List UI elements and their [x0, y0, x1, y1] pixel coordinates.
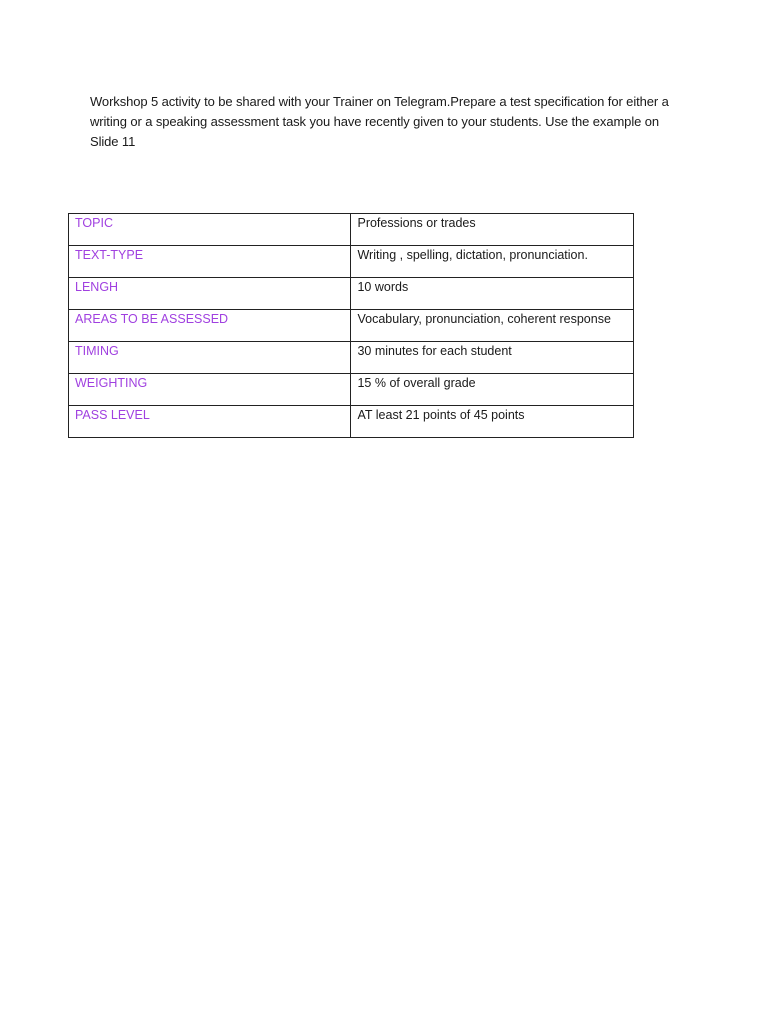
row-label: PASS LEVEL	[69, 406, 351, 438]
row-value: AT least 21 points of 45 points	[351, 406, 634, 438]
row-label: TIMING	[69, 342, 351, 374]
row-label: LENGH	[69, 278, 351, 310]
row-value: 30 minutes for each student	[351, 342, 634, 374]
table-row-timing	[69, 342, 634, 374]
table-row-weighting	[69, 374, 634, 406]
row-label: AREAS TO BE ASSESSED	[69, 310, 351, 342]
table-row-length	[69, 278, 634, 310]
table-row-pass-level	[69, 406, 634, 438]
test-specification-table	[68, 213, 634, 438]
row-label: TEXT-TYPE	[69, 246, 351, 278]
row-label: WEIGHTING	[69, 374, 351, 406]
row-value: 10 words	[351, 278, 634, 310]
table-row-areas-assessed	[69, 310, 634, 342]
table-row-text-type	[69, 246, 634, 278]
intro-paragraph: Workshop 5 activity to be shared with your Trainer on Telegram.Prepare a test specification for either a writing or a speaking assessment task you have recently given to your students. Use the example on Slide 11	[90, 94, 669, 149]
row-value: Vocabulary, pronunciation, coherent response	[351, 310, 634, 342]
row-label: TOPIC	[69, 214, 351, 246]
table-row-topic	[69, 214, 634, 246]
row-value: 15 % of overall grade	[351, 374, 634, 406]
row-value: Writing , spelling, dictation, pronunciation.	[351, 246, 634, 278]
row-value: Professions or trades	[351, 214, 634, 246]
